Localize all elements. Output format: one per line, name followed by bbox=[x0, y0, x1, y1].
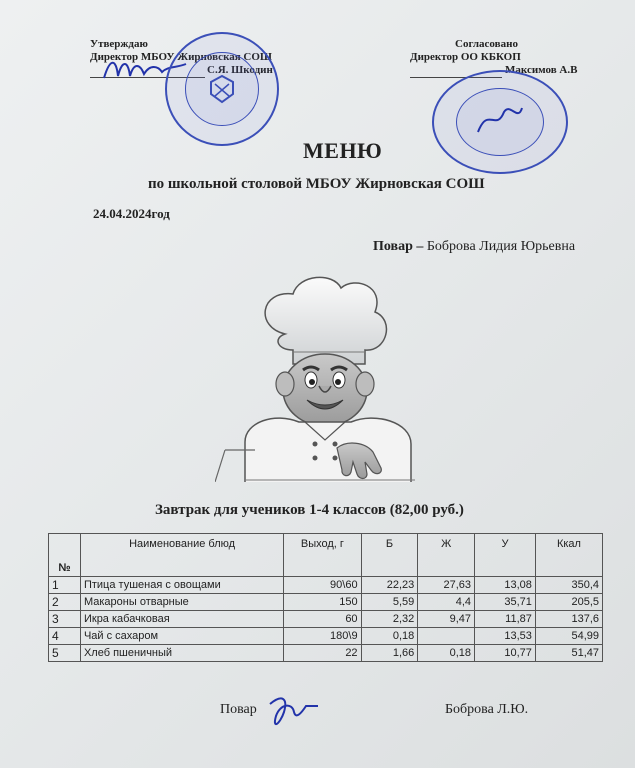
school-stamp bbox=[165, 32, 279, 146]
row-fat: 0,18 bbox=[418, 645, 475, 662]
page-subtitle: по школьной столовой МБОУ Жирновская СОШ bbox=[148, 176, 485, 192]
col-header-dish: Наименование блюд bbox=[80, 534, 283, 577]
row-fat: 9,47 bbox=[418, 611, 475, 628]
agree-name: Максимов А.В bbox=[505, 64, 578, 76]
row-protein: 0,18 bbox=[361, 628, 418, 645]
col-header-protein: Б bbox=[361, 534, 418, 577]
row-dish: Чай с сахаром bbox=[80, 628, 283, 645]
menu-table bbox=[48, 533, 603, 662]
row-number: 2 bbox=[49, 594, 81, 611]
row-number: 4 bbox=[49, 628, 81, 645]
row-protein: 22,23 bbox=[361, 577, 418, 594]
col-header-fat: Ж bbox=[418, 534, 475, 577]
row-carbs: 35,71 bbox=[475, 594, 536, 611]
agree-label: Согласовано bbox=[455, 38, 518, 50]
col-header-kcal: Ккал bbox=[535, 534, 602, 577]
col-header-number: № bbox=[49, 534, 81, 577]
row-carbs: 11,87 bbox=[475, 611, 536, 628]
row-number: 3 bbox=[49, 611, 81, 628]
section-title: Завтрак для учеников 1-4 классов (82,00 руб.) bbox=[155, 502, 464, 518]
col-header-carbs: У bbox=[475, 534, 536, 577]
table-row bbox=[49, 594, 603, 611]
row-portion: 150 bbox=[284, 594, 361, 611]
approve-name: С.Я. Шкодин bbox=[207, 64, 273, 76]
row-portion: 90\60 bbox=[284, 577, 361, 594]
menu-date: 24.04.2024год bbox=[93, 206, 170, 221]
row-dish: Макароны отварные bbox=[80, 594, 283, 611]
footer-cook-label: Повар bbox=[220, 702, 257, 717]
row-carbs: 13,53 bbox=[475, 628, 536, 645]
row-portion: 180\9 bbox=[284, 628, 361, 645]
cook-label: Повар – bbox=[373, 239, 424, 254]
cook-signature bbox=[262, 690, 322, 734]
approve-position: Директор МБОУ Жирновская СОШ bbox=[90, 51, 273, 63]
row-fat bbox=[418, 628, 475, 645]
col-header-portion: Выход, г bbox=[284, 534, 361, 577]
row-fat: 27,63 bbox=[418, 577, 475, 594]
row-kcal: 137,6 bbox=[535, 611, 602, 628]
row-portion: 22 bbox=[284, 645, 361, 662]
agree-position: Директор ОО КБКОП bbox=[410, 51, 521, 63]
row-protein: 5,59 bbox=[361, 594, 418, 611]
row-fat: 4,4 bbox=[418, 594, 475, 611]
table-row bbox=[49, 645, 603, 662]
table-row bbox=[49, 577, 603, 594]
row-dish: Хлеб пшеничный bbox=[80, 645, 283, 662]
cook-name: Боброва Лидия Юрьевна bbox=[426, 239, 576, 254]
row-dish: Птица тушеная с овощами bbox=[80, 577, 283, 594]
page-title: МЕНЮ bbox=[303, 138, 383, 163]
row-dish: Икра кабачковая bbox=[80, 611, 283, 628]
row-number: 5 bbox=[49, 645, 81, 662]
row-kcal: 51,47 bbox=[535, 645, 602, 662]
chef-illustration bbox=[215, 272, 445, 482]
row-kcal: 54,99 bbox=[535, 628, 602, 645]
row-carbs: 13,08 bbox=[475, 577, 536, 594]
row-carbs: 10,77 bbox=[475, 645, 536, 662]
row-kcal: 350,4 bbox=[535, 577, 602, 594]
row-kcal: 205,5 bbox=[535, 594, 602, 611]
row-protein: 1,66 bbox=[361, 645, 418, 662]
approve-label: Утверждаю bbox=[90, 38, 148, 50]
table-header-row bbox=[49, 534, 603, 577]
cook-line bbox=[373, 239, 575, 255]
organization-stamp bbox=[432, 70, 568, 174]
table-row bbox=[49, 611, 603, 628]
footer-cook-name: Боброва Л.Ю. bbox=[445, 702, 529, 717]
row-protein: 2,32 bbox=[361, 611, 418, 628]
table-row bbox=[49, 628, 603, 645]
row-portion: 60 bbox=[284, 611, 361, 628]
row-number: 1 bbox=[49, 577, 81, 594]
